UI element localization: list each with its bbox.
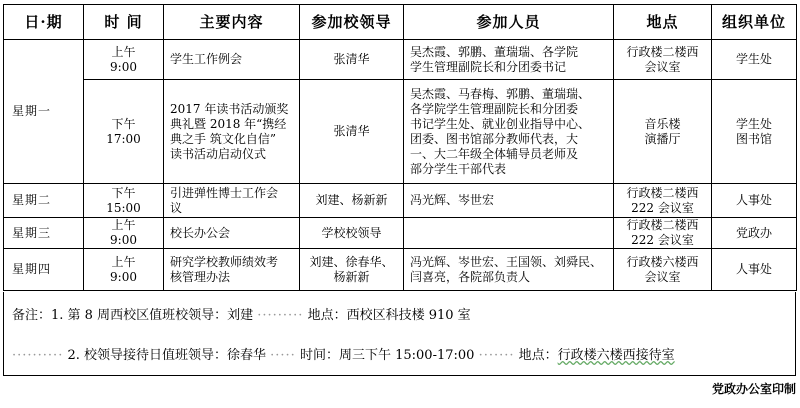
leaders-line: 张清华 (333, 124, 370, 138)
organizer-line: 人事处 (735, 262, 772, 276)
organizer-line: 人事处 (735, 193, 772, 207)
note-duty-leader: 备注：1. 第 8 周西校区值班校领导：刘建 (12, 308, 254, 323)
time-line: 9:00 (110, 269, 137, 284)
content-line: 引进弹性博士工作会 (170, 185, 279, 200)
time-cell (84, 184, 164, 218)
day-cell: 星期一 (4, 40, 84, 184)
content-cell (164, 249, 300, 291)
location-cell (614, 184, 712, 218)
time-cell (84, 249, 164, 291)
leaders-cell (300, 40, 404, 80)
leaders-line: 刘建、徐春华、 (309, 254, 394, 269)
schedule-row (4, 218, 797, 249)
content-cell (164, 80, 300, 184)
footer-issuer: 党政办公室印制 (711, 382, 796, 396)
leaders-line: 杨新新 (333, 269, 370, 284)
note-duty-location: 地点：西校区科技楼 910 室 (307, 308, 471, 323)
note-reception-time: 时间：周三下午 15:00-17:00 (299, 348, 475, 363)
organizer-line: 党政办 (735, 225, 772, 240)
time-cell (84, 80, 164, 184)
participants-line: 吴杰霞、马春梅、郭鹏、董瑞瑞、 (410, 86, 591, 101)
participants-line: 冯光辉、岑世宏 (410, 193, 495, 207)
participants-line: 各学院学生管理副院长和分团委 (410, 101, 579, 116)
content-line: 读书活动启动仪式 (170, 146, 267, 161)
content-cell (164, 40, 300, 80)
header-time: 时 间 (84, 5, 164, 40)
day-cell: 星期三 (4, 218, 84, 249)
location-line: 222 会议室 (631, 233, 694, 247)
header-organizer: 组织单位 (712, 5, 797, 40)
organizer-cell (712, 40, 797, 80)
time-line: 下午 (111, 116, 136, 131)
organizer-line: 学生处 (735, 116, 772, 131)
participants-cell (404, 40, 614, 80)
organizer-cell (712, 184, 797, 218)
participants-line: 书记学生处、就业创业指导中心、 (410, 116, 591, 131)
location-line: 行政楼二楼西 (626, 218, 699, 232)
time-line: 17:00 (106, 131, 141, 146)
participants-cell (404, 218, 614, 249)
content-cell (164, 218, 300, 249)
participants-line: 一、大二年级全体辅导员老师及 (410, 146, 579, 161)
time-line: 上午 (111, 218, 136, 232)
header-participants: 参加人员 (404, 5, 614, 40)
note-dots: ·········· (12, 348, 64, 363)
header-row (4, 5, 797, 40)
organizer-cell (712, 80, 797, 184)
location-line: 音乐楼 (644, 116, 681, 131)
leaders-cell (300, 184, 404, 218)
day-cell: 星期四 (4, 249, 84, 291)
organizer-cell (712, 218, 797, 249)
note-reception-location-label: 地点： (518, 348, 558, 363)
schedule-row (4, 184, 797, 218)
content-line: 议 (170, 200, 183, 215)
notes-box (3, 292, 796, 376)
leaders-cell (300, 80, 404, 184)
time-line: 15:00 (106, 200, 141, 215)
organizer-cell (712, 249, 797, 291)
header-location: 地点 (614, 5, 712, 40)
time-line: 下午 (111, 185, 136, 200)
time-cell (84, 218, 164, 249)
participants-line: 闫喜亮，各院部负责人 (410, 269, 531, 284)
content-cell (164, 184, 300, 218)
note-line-2 (12, 344, 675, 363)
content-line: 典之手 筑文化自信” (170, 131, 276, 146)
note-dots: ······· (478, 348, 515, 363)
participants-cell (404, 80, 614, 184)
content-line: 核管理办法 (170, 269, 231, 284)
time-cell (84, 40, 164, 80)
schedule-row (4, 80, 797, 184)
participants-line: 团委、图书馆部分教师代表，大 (410, 131, 579, 146)
schedule-row (4, 249, 797, 291)
participants-line: 吴杰霞、郭鹏、董瑞瑞、各学院 (410, 44, 579, 59)
location-line: 222 会议室 (631, 200, 694, 215)
location-cell (614, 80, 712, 184)
location-line: 演播厅 (644, 131, 681, 146)
location-cell (614, 218, 712, 249)
leaders-cell (300, 249, 404, 291)
participants-line: 部分学生干部代表 (410, 161, 507, 176)
participants-line: 学生管理副院长和分团委书记 (410, 59, 567, 74)
leaders-line: 张清华 (333, 52, 370, 66)
content-line: 校长办公会 (170, 225, 231, 240)
time-line: 上午 (111, 44, 136, 59)
participants-line: 冯光辉、岑世宏、王国领、刘舜民、 (410, 254, 603, 269)
leaders-line: 刘建、杨新新 (315, 193, 388, 207)
location-line: 会议室 (644, 59, 681, 74)
location-line: 行政楼六楼西 (626, 254, 699, 269)
location-line: 会议室 (644, 269, 681, 284)
organizer-line: 学生处 (735, 52, 772, 66)
participants-cell (404, 249, 614, 291)
location-cell (614, 249, 712, 291)
content-line: 典礼暨 2018 年“携经 (170, 116, 287, 131)
leaders-line: 学校校领导 (321, 225, 382, 240)
day-cell: 星期二 (4, 184, 84, 218)
leaders-cell (300, 218, 404, 249)
note-reception-leader: 2. 校领导接待日值班领导：徐春华 (67, 348, 267, 363)
schedule-sheet (3, 4, 796, 380)
note-reception-location: 行政楼六楼西接待室 (557, 348, 675, 363)
location-line: 行政楼二楼西 (626, 185, 699, 200)
content-line: 学生工作例会 (170, 52, 243, 66)
time-line: 9:00 (110, 233, 137, 247)
header-content: 主要内容 (164, 5, 300, 40)
schedule-row (4, 40, 797, 80)
schedule-table (3, 4, 797, 291)
time-line: 上午 (111, 254, 136, 269)
content-line: 2017 年读书活动颁奖 (170, 101, 289, 116)
note-dots: ····· (270, 348, 296, 363)
header-date: 日·期 (4, 5, 84, 40)
location-cell (614, 40, 712, 80)
note-dots: ········· (257, 308, 304, 323)
location-line: 行政楼二楼西 (626, 44, 699, 59)
header-leaders: 参加校领导 (300, 5, 404, 40)
content-line: 研究学校教师绩效考 (170, 254, 279, 269)
note-line-1 (12, 304, 471, 323)
organizer-line: 图书馆 (735, 131, 772, 146)
participants-cell (404, 184, 614, 218)
time-line: 9:00 (110, 59, 137, 74)
